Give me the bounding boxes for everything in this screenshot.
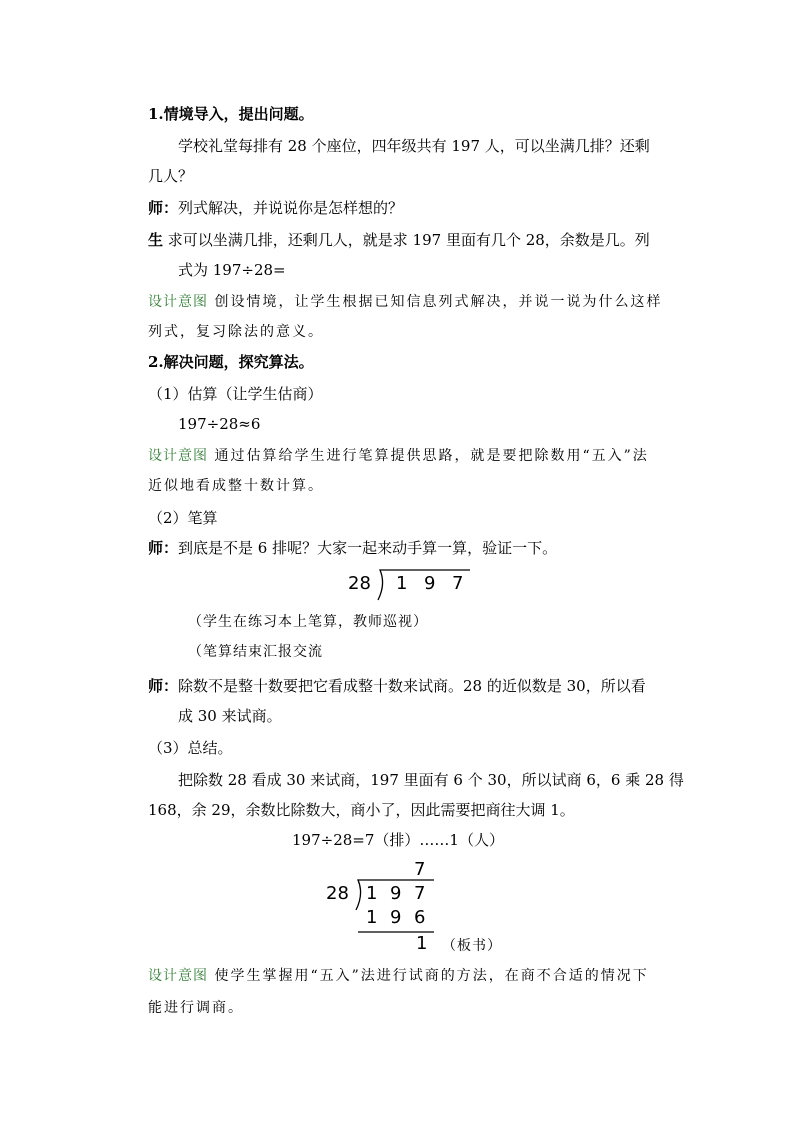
teacher-explanation: [148, 676, 646, 696]
intent-label: 设计意图: [148, 294, 208, 310]
note-students-practice: （学生在练习本上笔算，教师巡视）: [188, 614, 428, 630]
division1-dividend-digit: 7: [452, 573, 464, 594]
teacher-question: [148, 198, 403, 218]
student-text: 求可以坐满几排，还剩几人，就是求 197 里面有几个 28，余数是几。列: [163, 231, 650, 249]
design-intent-1: [148, 292, 662, 312]
step1-formula: 197÷28≈6: [178, 415, 261, 433]
student-answer-line-2: 式为 197÷28=: [178, 261, 286, 279]
division1-dividend-digit: 9: [424, 573, 436, 594]
teacher-text: 到底是不是 6 排呢？大家一起来动手算一算，验证一下。: [178, 539, 558, 557]
division2-product-digit: 1: [366, 907, 378, 928]
intent-label: 设计意图: [148, 448, 208, 464]
division2-dividend-digit: 7: [414, 883, 426, 904]
division2-quotient: 7: [414, 859, 426, 880]
design-intent-2-line-2: 近似地看成整十数计算。: [148, 478, 324, 494]
step1-title: （1）估算（让学生估商）: [148, 385, 323, 403]
teacher-text: 列式解决，并说说你是怎样想的？: [178, 199, 404, 217]
section1-heading: 1.情境导入，提出问题。: [148, 105, 314, 123]
design-intent-2: [148, 446, 649, 466]
step3-title: （3）总结。: [148, 739, 233, 757]
result-formula: 197÷28=7（排）……1（人）: [292, 831, 504, 849]
division2-remainder: 1: [416, 933, 428, 954]
division1-divisor: 28: [348, 573, 371, 594]
student-answer: [148, 230, 650, 250]
teacher-label: 师：: [148, 539, 179, 557]
division1-dividend-digit: 1: [396, 573, 408, 594]
division2-product-digit: 9: [390, 907, 402, 928]
problem-line-2: 几人？: [148, 167, 194, 185]
design-intent-3-line-2: 能进行调商。: [148, 1000, 244, 1016]
division2-divisor: 28: [326, 883, 349, 904]
step2-title: （2）笔算: [148, 509, 218, 527]
teacher-explanation-line-2: 成 30 来试商。: [178, 707, 282, 725]
division2-product-digit: 6: [414, 907, 426, 928]
intent-label: 设计意图: [148, 968, 208, 984]
intent-text: 使学生掌握用“五入”法进行试商的方法，在商不合适的情况下: [208, 968, 649, 984]
summary-line-1: 把除数 28 看成 30 来试商，197 里面有 6 个 30，所以试商 6，6 乘 28 得: [178, 771, 684, 789]
section2-heading: 2.解决问题，探究算法。: [148, 353, 314, 371]
problem-line-1: 学校礼堂每排有 28 个座位，四年级共有 197 人，可以坐满几排？还剩: [178, 137, 650, 155]
intent-text: 创设情境，让学生根据已知信息列式解决，并说一说为什么这样: [208, 294, 663, 310]
division2-dividend-digit: 9: [390, 883, 402, 904]
teacher-question-2: [148, 538, 557, 558]
teacher-label: 师：: [148, 677, 179, 695]
teacher-label: 师：: [148, 199, 179, 217]
note-report-exchange: （笔算结束汇报交流: [188, 644, 323, 660]
summary-line-2: 168，余 29，余数比除数大，商小了，因此需要把商往大调 1。: [148, 801, 575, 819]
design-intent-3: [148, 966, 649, 986]
student-label: 生: [148, 231, 164, 249]
division2-dividend-digit: 1: [366, 883, 378, 904]
teacher-text: 除数不是整十数要把它看成整十数来试商。28 的近似数是 30，所以看: [178, 677, 646, 695]
intent-text: 通过估算给学生进行笔算提供思路，就是要把除数用“五入”法: [208, 448, 649, 464]
board-note: （板书）: [442, 938, 502, 954]
design-intent-1-line-2: 列式，复习除法的意义。: [148, 324, 324, 340]
